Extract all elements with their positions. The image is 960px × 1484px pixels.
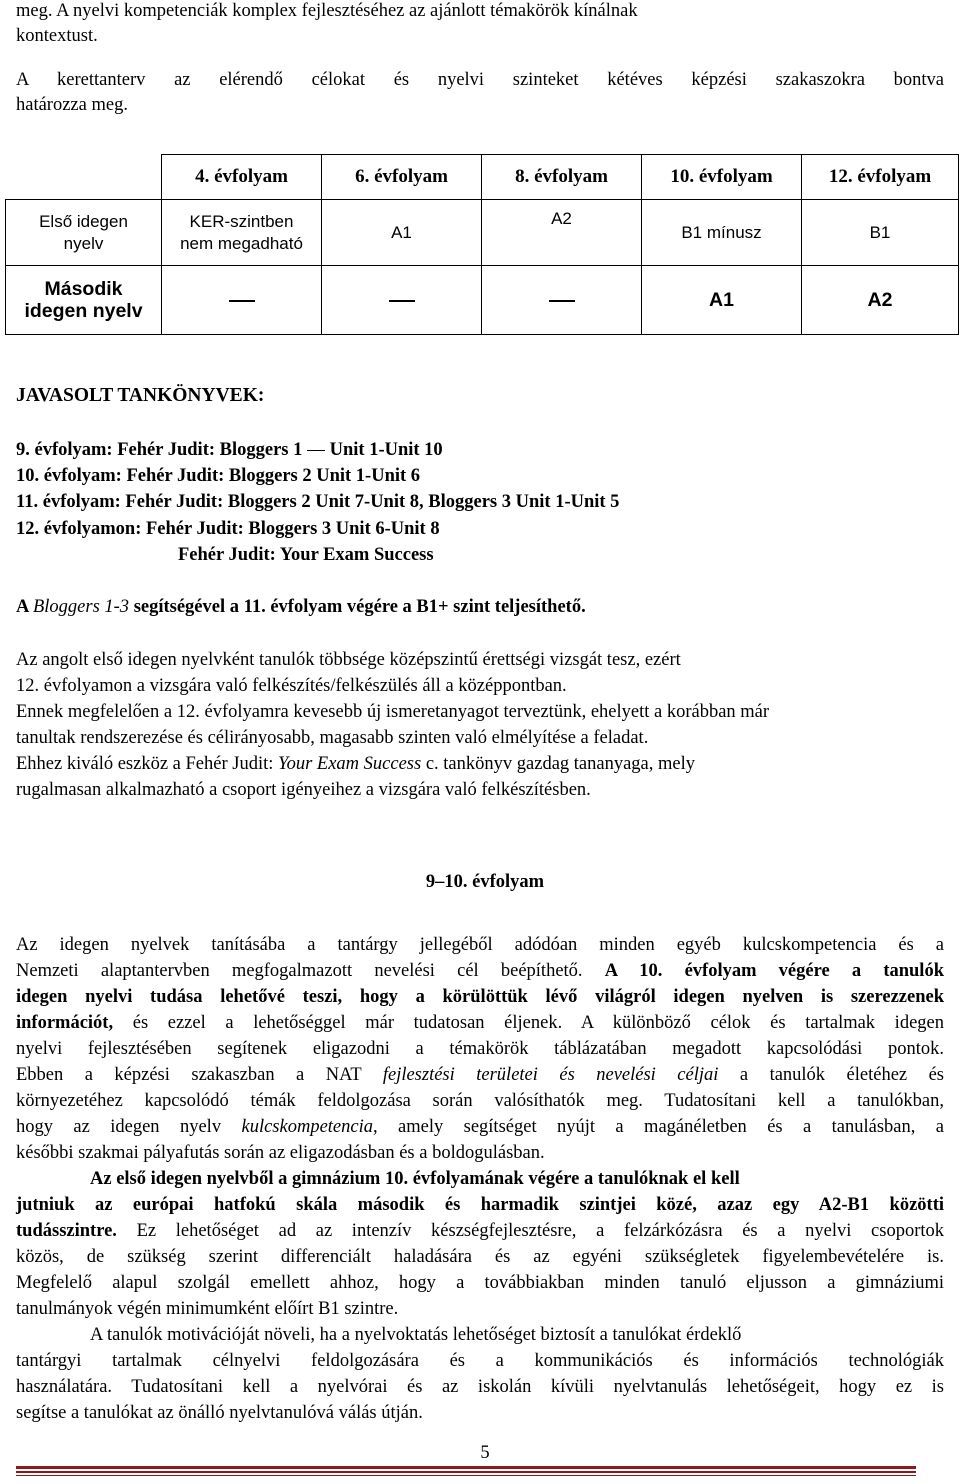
dash-mark: [389, 300, 415, 302]
cell-first-grade-12: B1: [802, 200, 959, 266]
cell-second-grade-12: A2: [802, 266, 959, 335]
para2-line-9: későbbi szakmai pályafutás során az eligazodásban és a boldogulásban.: [16, 1143, 545, 1163]
cell-second-grade-10: A1: [642, 266, 802, 335]
dash-mark: [307, 450, 325, 451]
book-line-grade-10: 10. évfolyam: Fehér Judit: Bloggers 2 Unit 1-Unit 6: [16, 466, 421, 486]
para2-line-18: használatára. Tudatosítani kell a nyelvórai és az iskolán kívüli nyelvtanulás lehetőségeit, hogy ez is: [16, 1377, 944, 1397]
para1-line-5: Ehhez kiváló eszköz a Fehér Judit: Your Exam Success c. tankönyv gazdag tananyaga, mely: [16, 754, 695, 774]
para1-line-6: rugalmasan alkalmazható a csoport igényeihez a vizsgára való felkészítésben.: [16, 780, 591, 800]
para2-line-2: Nemzeti alaptantervben megfogalmazott nevelési cél beépíthető. A 10. évfolyam végére a tanulók: [16, 961, 944, 981]
para2-line-17: tantárgyi tartalmak célnyelvi feldolgozására és a kommunikációs és információs technológiák: [16, 1351, 944, 1371]
para2-line-3: idegen nyelvi tudása lehetővé teszi, hogy a körülöttük lévő világról idegen nyelven is szerezzenek: [16, 987, 944, 1007]
cell-first-grade-8: A2: [482, 200, 642, 266]
para1-line-1: Az angolt első idegen nyelvként tanulók többsége középszintű érettségi vizsgát tesz, ezért: [16, 650, 681, 670]
para2-line-12: tudásszintre. Ez lehetőséget ad az intenzív készségfejlesztésre, a felzárkózásra és a nyelvi csoportok: [16, 1221, 944, 1241]
para2-line-14: Megfelelő alapul szolgál emellett ahhoz, hogy a továbbiakban minden tanuló eljusson a gimnáziumi: [16, 1273, 944, 1293]
table-row-first-language: [6, 200, 959, 266]
col-header-grade-12: 12. évfolyam: [802, 155, 959, 200]
para1-line-4: tanultak rendszerezése és célirányosabb, magasabb szinten való elmélyítése a feladat.: [16, 728, 649, 748]
intro-line-2: kontextust.: [16, 26, 98, 46]
para2-line-7: környezetéhez kapcsolódó témák feldolgozása során valósíthatók meg. Tudatosítani kell a tanulókban,: [16, 1091, 944, 1111]
footer-rule-thin: [16, 1475, 916, 1476]
dash-mark: [229, 300, 255, 302]
intro-line-1: meg. A nyelvi kompetenciák komplex fejlesztéséhez az ajánlott témakörök kínálnak: [16, 1, 638, 21]
cell-second-grade-8-dash: [482, 266, 642, 335]
section-title: 9–10. évfolyam: [425, 872, 545, 892]
books-note: A Bloggers 1-3 segítségével a 11. évfolyam végére a B1+ szint teljesíthető.: [16, 597, 586, 617]
cell-first-grade-10: B1 mínusz: [642, 200, 802, 266]
book-line-grade-12: 12. évfolyamon: Fehér Judit: Bloggers 3 Unit 6-Unit 8: [16, 519, 440, 539]
para2-line-15: tanulmányok végén minimumként előírt B1 szintre.: [16, 1299, 399, 1319]
intro-line-3: A kerettanterv az elérendő célokat és nyelvi szinteket kétéves képzési szakaszokra bontva: [16, 70, 944, 90]
para2-line-6: Ebben a képzési szakaszban a NAT fejlesztési területei és nevelési céljai a tanulók életéhez és: [16, 1065, 945, 1085]
row-label-second-language: Második idegen nyelv: [6, 266, 162, 335]
col-header-grade-10: 10. évfolyam: [642, 155, 802, 200]
para2-line-8: hogy az idegen nyelv kulcskompetencia, amely segítséget nyújt a magánéletben és a tanulásban, a: [16, 1117, 944, 1137]
table-corner-cell: [6, 155, 162, 200]
cell-first-grade-6: A1: [322, 200, 482, 266]
para1-line-3: Ennek megfelelően a 12. évfolyamra kevesebb új ismeretanyagot terveztünk, ehelyett a korábban már: [16, 702, 770, 722]
para1-line-2: 12. évfolyamon a vizsgára való felkészítés/felkészülés áll a középpontban.: [16, 676, 567, 696]
para2-line-5: nyelvi fejlesztésében segítenek eligazodni a témakörök táblázatában megadott kapcsolódási pontok.: [16, 1039, 944, 1059]
book-line-grade-9: 9. évfolyam: Fehér Judit: Bloggers 1 Unit 1-Unit 10: [16, 440, 443, 460]
page-number: 5: [480, 1443, 490, 1463]
cell-second-grade-6-dash: [322, 266, 482, 335]
col-header-grade-6: 6. évfolyam: [322, 155, 482, 200]
para2-line-13: közös, de szükség szerint differenciált haladására és az egyéni szükségletek figyelembevételére is.: [16, 1247, 944, 1267]
table-header-row: [6, 155, 959, 200]
book-line-grade-12-extra: Fehér Judit: Your Exam Success: [178, 545, 434, 565]
footer-rule-medium: [16, 1471, 916, 1473]
cell-ker-not-given: KER-szintben nem megadható: [162, 200, 322, 266]
book-line-grade-11: 11. évfolyam: Fehér Judit: Bloggers 2 Unit 7-Unit 8, Bloggers 3 Unit 1-Unit 5: [16, 492, 620, 512]
col-header-grade-8: 8. évfolyam: [482, 155, 642, 200]
language-level-table: [5, 154, 959, 335]
footer-rule-thick: [16, 1466, 916, 1469]
intro-line-4: határozza meg.: [16, 95, 128, 115]
para2-line-16: A tanulók motivációját növeli, ha a nyelvoktatás lehetőséget biztosít a tanulókat érdeklő: [90, 1325, 742, 1345]
cell-second-grade-4-dash: [162, 266, 322, 335]
table-row-second-language: [6, 266, 959, 335]
col-header-grade-4: 4. évfolyam: [162, 155, 322, 200]
para2-line-19: segítse a tanulókat az önálló nyelvtanulóvá válás útján.: [16, 1403, 423, 1423]
para2-line-1: Az idegen nyelvek tanításába a tantárgy jellegéből adódóan minden egyéb kulcskompetencia és a: [16, 935, 944, 955]
row-label-first-language: Első idegen nyelv: [6, 200, 162, 266]
books-heading: JAVASOLT TANKÖNYVEK:: [16, 385, 265, 406]
para2-line-10: Az első idegen nyelvből a gimnázium 10. évfolyamának végére a tanulóknak el kell: [90, 1169, 740, 1189]
dash-mark: [549, 300, 575, 302]
para2-line-4: információt, és ezzel a lehetőséggel már tudatosan éljenek. A különböző célok és tartalmak idegen: [16, 1013, 944, 1033]
para2-line-11: jutniuk az európai hatfokú skála második és harmadik szintjei közé, azaz egy A2-B1 közötti: [16, 1195, 944, 1215]
